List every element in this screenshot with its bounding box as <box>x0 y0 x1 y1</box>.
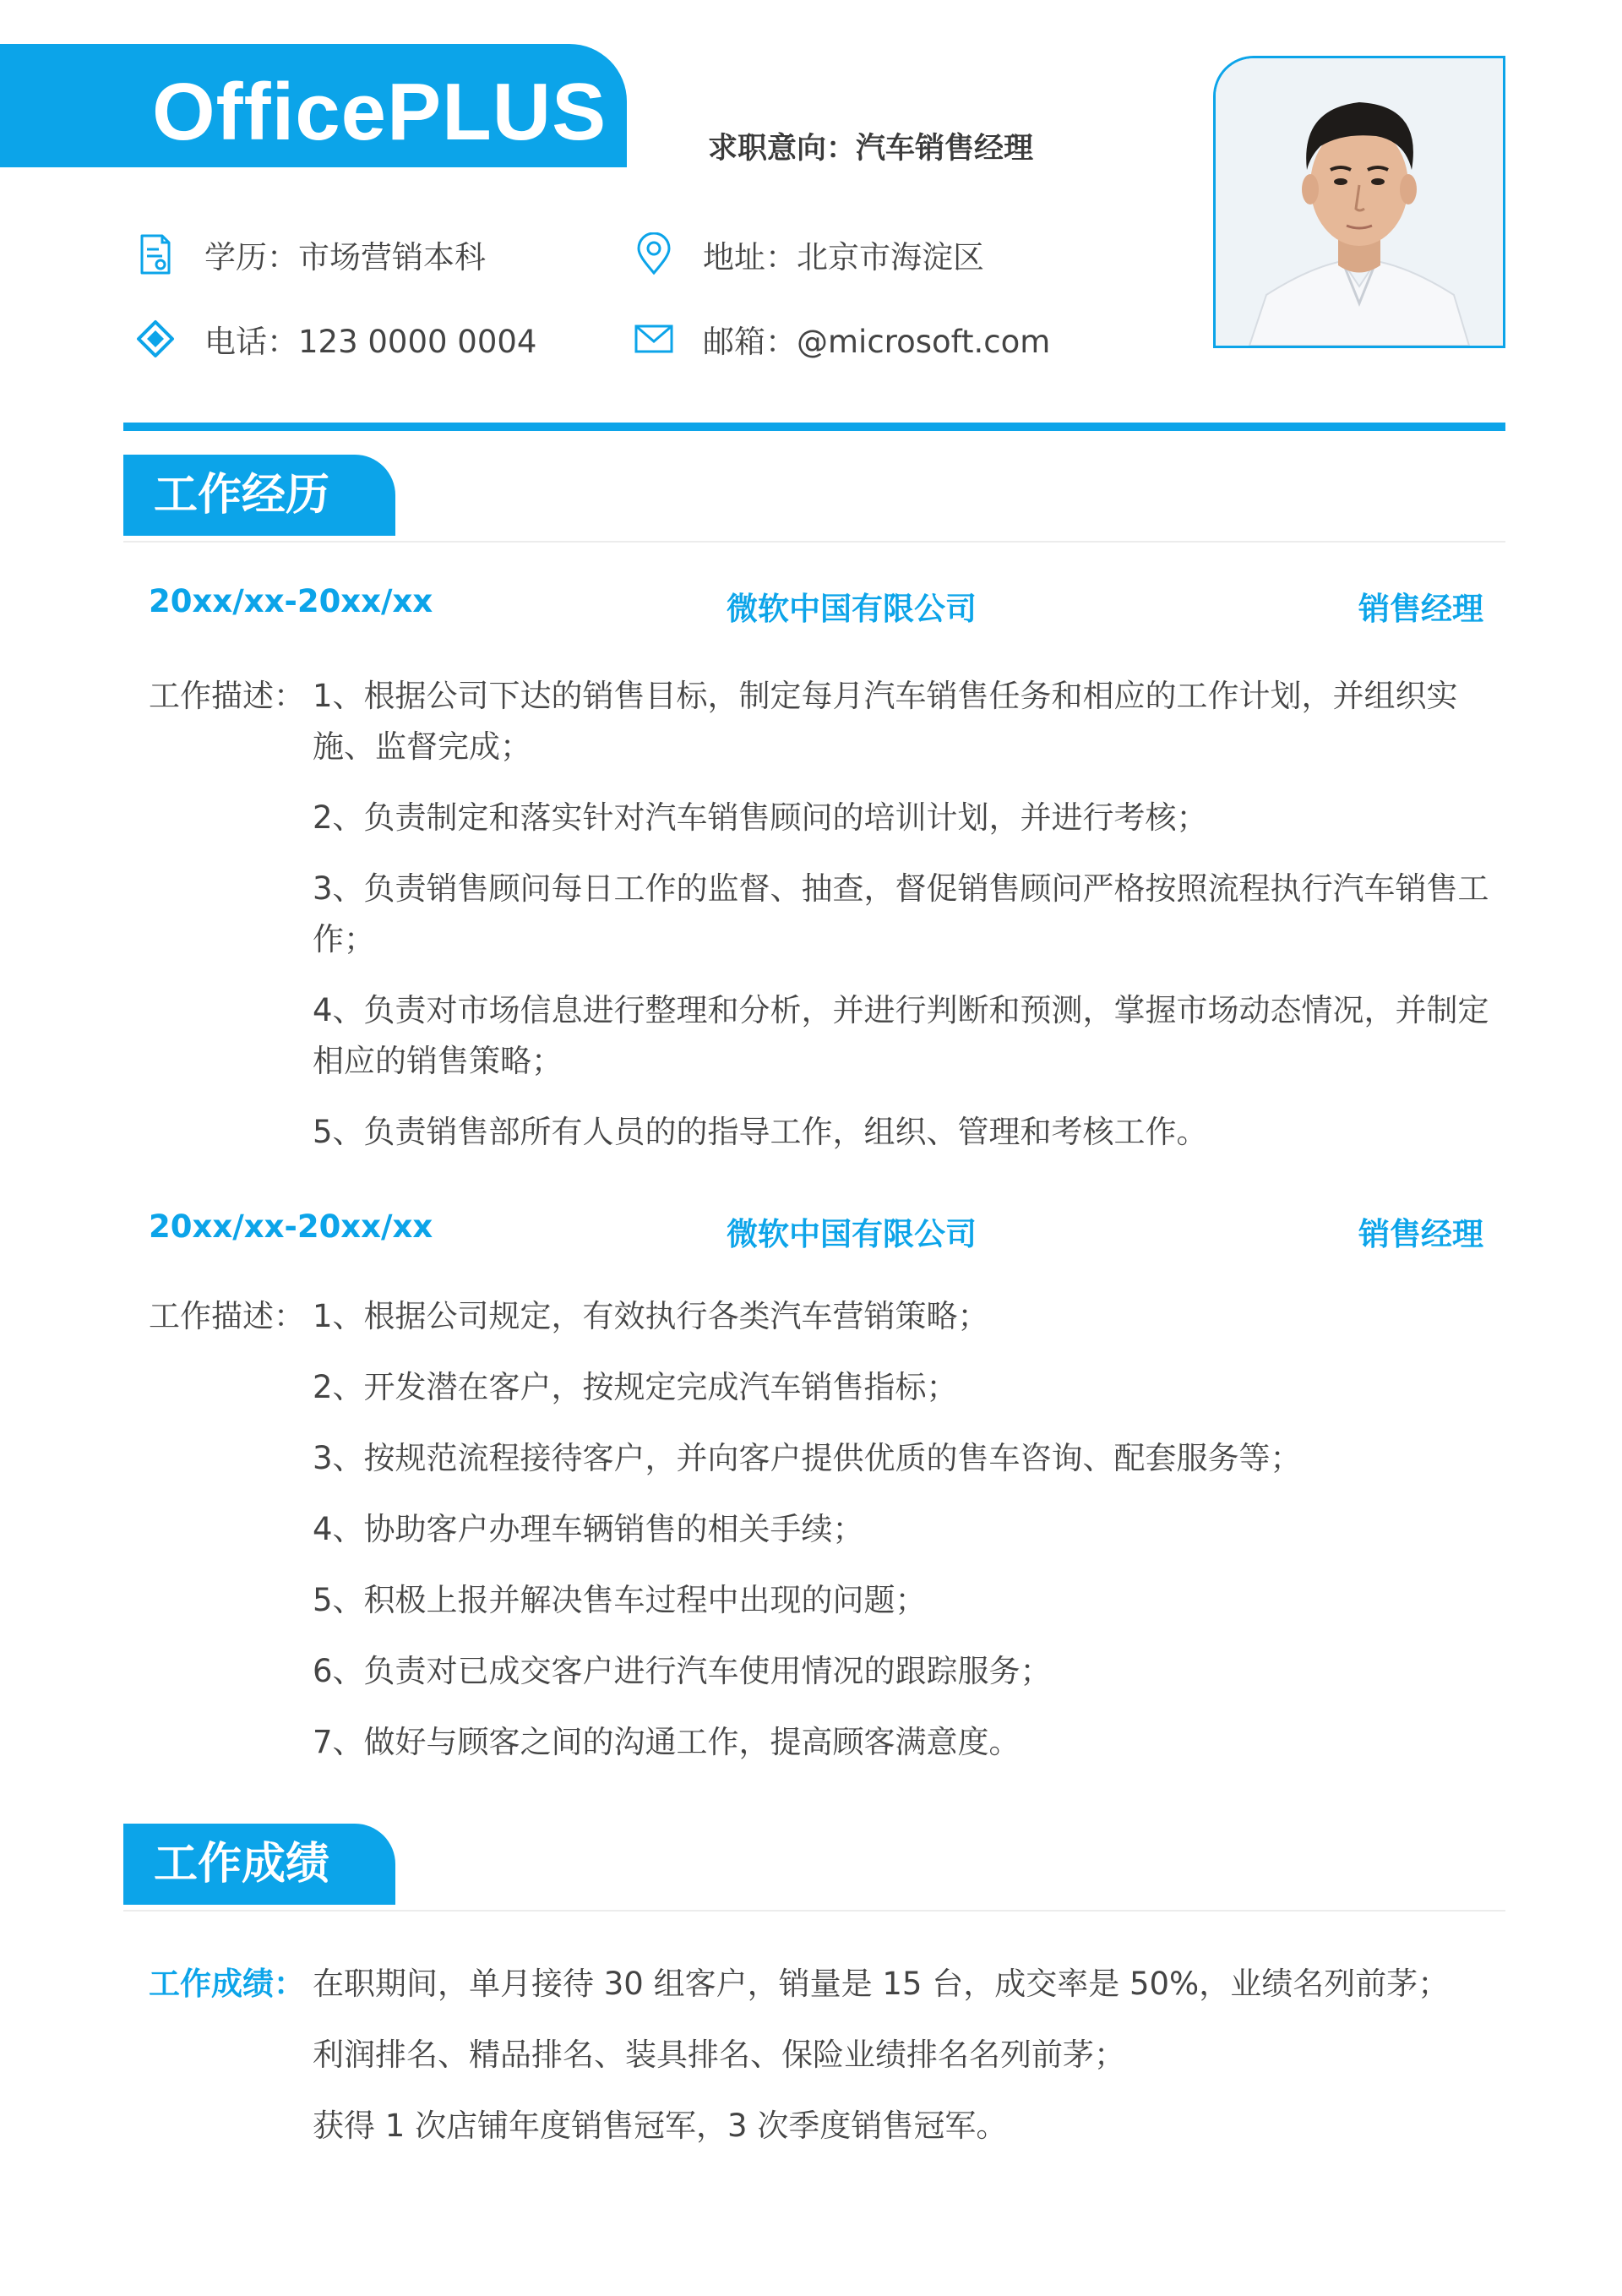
achievements-label: 工作成绩： <box>149 1966 305 2002</box>
list-item: 2、开发潜在客户，按规定完成汽车销售指标； <box>313 1369 958 1405</box>
section-divider-achievements <box>123 1910 1505 1912</box>
address-info <box>632 232 984 277</box>
job-description <box>149 1291 1492 1768</box>
job-date: 20xx/xx-20xx/xx <box>149 583 433 619</box>
list-item: 6、负责对已成交客户进行汽车使用情况的跟踪服务； <box>313 1653 1052 1689</box>
email-text: 邮箱：@microsoft.com <box>703 324 1051 360</box>
email-info <box>632 316 1050 362</box>
job-header <box>149 583 1483 625</box>
brand-logo-text: OfficePLUS <box>152 67 607 157</box>
section-title-work: 工作经历 <box>123 455 395 536</box>
list-item: 4、负责对市场信息进行整理和分析，并进行判断和预测，掌握市场动态情况，并制定相应的销售策略； <box>313 992 1489 1079</box>
phone-text: 电话：123 0000 0004 <box>204 324 537 360</box>
job-title: 销售经理 <box>1358 591 1483 627</box>
phone-info <box>133 316 536 362</box>
list-item: 获得 1 次店铺年度销售冠军，3 次季度销售冠军。 <box>313 2108 1008 2144</box>
list-item: 5、积极上报并解决售车过程中出现的问题； <box>313 1582 927 1618</box>
mail-icon <box>632 317 676 361</box>
list-item: 4、协助客户办理车辆销售的相关手续； <box>313 1511 864 1547</box>
profile-photo <box>1213 56 1505 348</box>
phone-icon <box>133 317 177 361</box>
avatar-portrait <box>1216 58 1503 346</box>
job-company: 微软中国有限公司 <box>727 1216 977 1252</box>
list-item: 1、根据公司规定，有效执行各类汽车营销策略； <box>313 1298 989 1334</box>
list-item: 5、负责销售部所有人员的的指导工作，组织、管理和考核工作。 <box>313 1114 1208 1150</box>
education-info <box>133 232 486 277</box>
list-item: 在职期间，单月接待 30 组客户，销量是 15 台，成交率是 50%，业绩名列前茅； <box>313 1966 1450 2002</box>
document-icon <box>133 232 177 276</box>
list-item: 7、做好与顾客之间的沟通工作，提高顾客满意度。 <box>313 1724 1021 1760</box>
job-description <box>149 671 1492 1158</box>
job-company: 微软中国有限公司 <box>727 591 977 627</box>
education-text: 学历：市场营销本科 <box>204 239 486 275</box>
job-intent <box>708 125 1033 167</box>
section-divider-work <box>123 541 1505 543</box>
job-header <box>149 1208 1483 1251</box>
list-item: 3、按规范流程接待客户，并向客户提供优质的售车咨询、配套服务等； <box>313 1440 1302 1476</box>
location-pin-icon <box>632 232 676 276</box>
job-title: 销售经理 <box>1358 1216 1483 1252</box>
job-description-label: 工作描述： <box>149 1298 305 1334</box>
header-divider <box>123 423 1505 431</box>
job-intent-label: 求职意向： <box>708 132 857 166</box>
list-item: 利润排名、精品排名、装具排名、保险业绩排名名列前茅； <box>313 2037 1125 2073</box>
achievements-block <box>149 1959 1492 2151</box>
address-text: 地址：北京市海淀区 <box>703 239 984 275</box>
list-item: 3、负责销售顾问每日工作的监督、抽查，督促销售顾问严格按照流程执行汽车销售工作； <box>313 870 1489 957</box>
job-intent-value: 汽车销售经理 <box>856 132 1034 166</box>
list-item: 1、根据公司下达的销售目标，制定每月汽车销售任务和相应的工作计划，并组织实施、监督完成； <box>313 678 1458 765</box>
list-item: 2、负责制定和落实针对汽车销售顾问的培训计划，并进行考核； <box>313 799 1208 836</box>
section-title-achievements: 工作成绩 <box>123 1824 395 1905</box>
job-date: 20xx/xx-20xx/xx <box>149 1208 433 1245</box>
job-description-label: 工作描述： <box>149 678 305 714</box>
